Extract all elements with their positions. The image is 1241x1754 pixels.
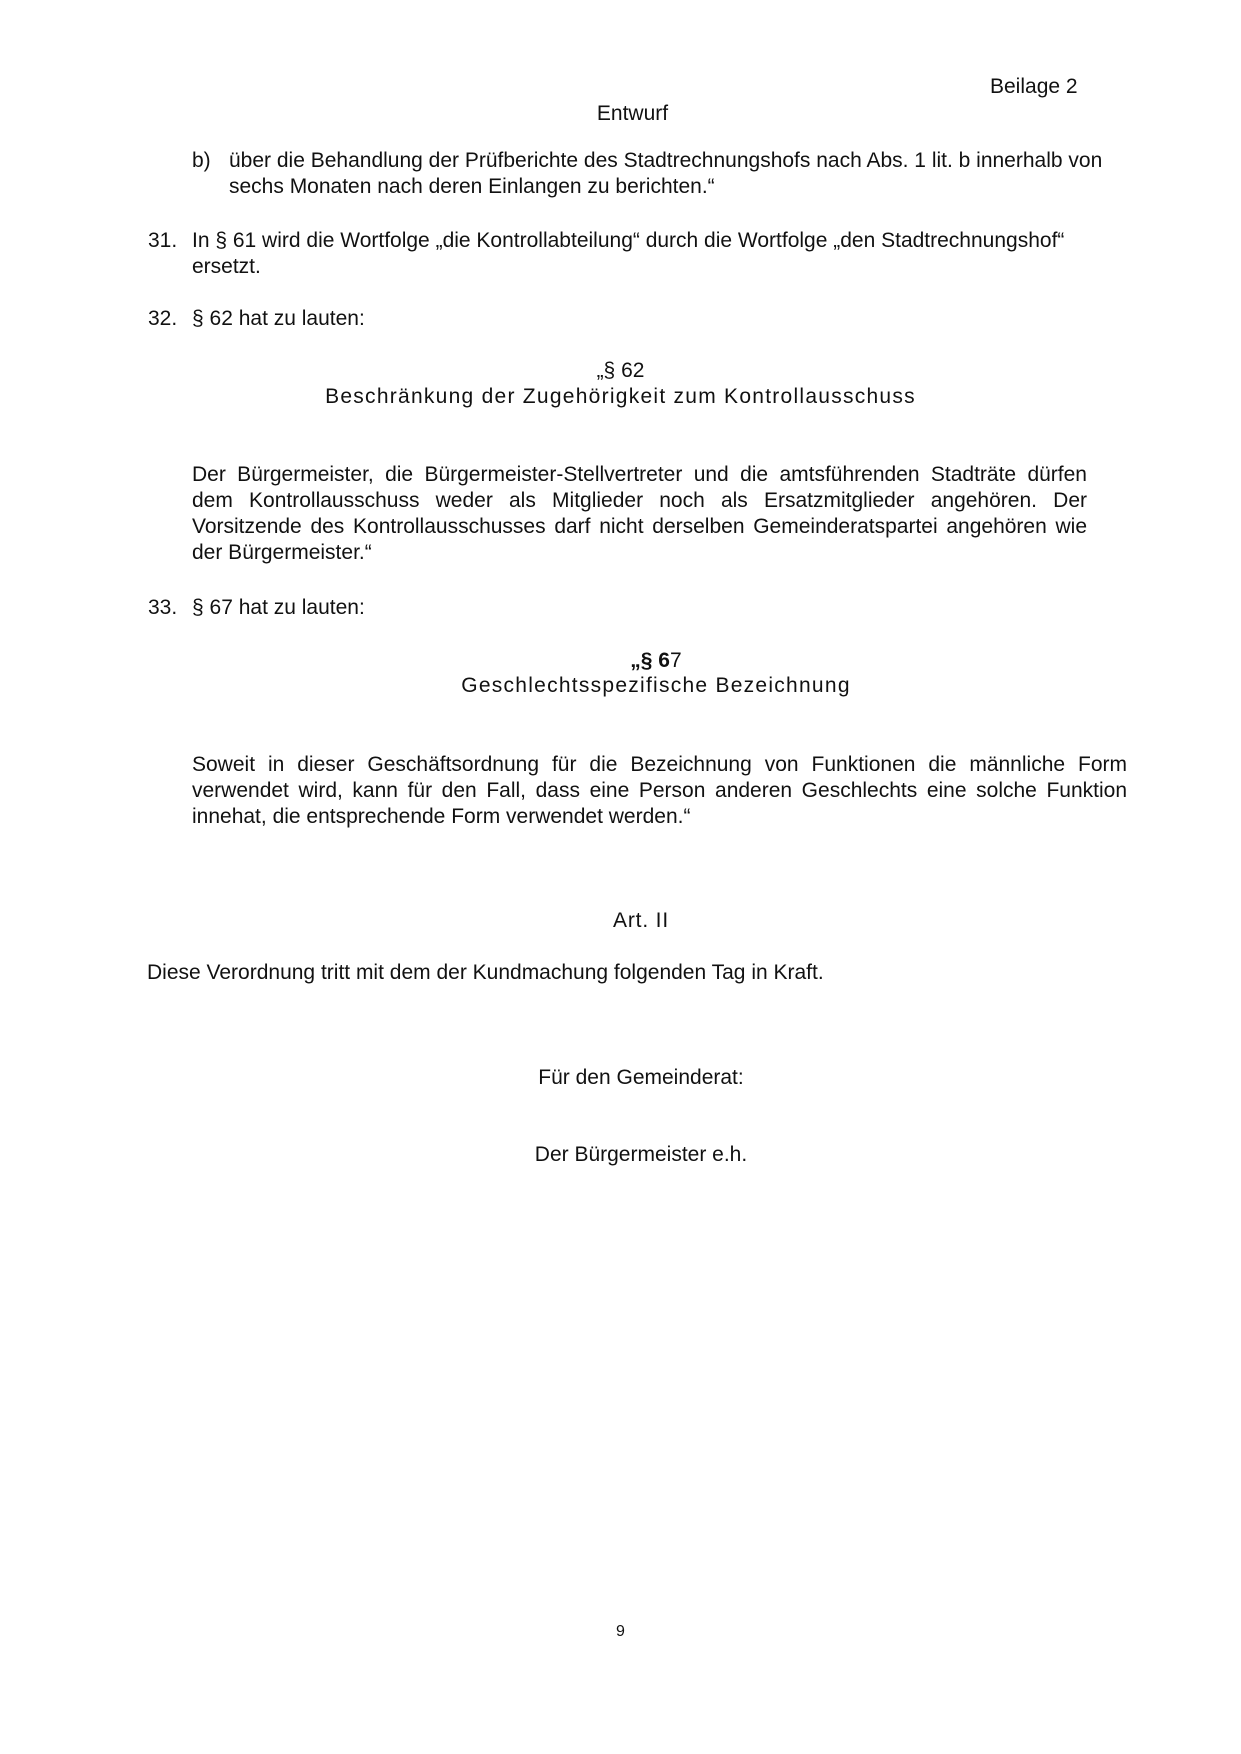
section-67-number-bold: „§ 6 — [630, 649, 670, 672]
section-67-number — [0, 648, 1241, 674]
list-item-32 — [148, 306, 1127, 332]
list-item-b — [192, 148, 1127, 200]
list-item-text: über die Behandlung der Prüfberichte des Stadtrechnungshofs nach Abs. 1 lit. b innerhalb von sechs Monaten nach deren Einlangen zu berichten.“ — [229, 149, 1103, 199]
list-item-text: In § 61 wird die Wortfolge „die Kontrollabteilung“ durch die Wortfolge „den Stadtrechnungshof“ ersetzt. — [192, 229, 1065, 279]
list-marker: 33. — [148, 596, 178, 619]
list-item-33 — [148, 595, 1127, 621]
article-text: Diese Verordnung tritt mit dem der Kundmachung folgenden Tag in Kraft. — [147, 961, 824, 984]
page-number: 9 — [616, 1623, 625, 1640]
article-heading: Art. II — [612, 909, 670, 932]
section-62-title: Beschränkung der Zugehörigkeit zum Kontrollausschuss — [325, 385, 916, 408]
list-marker: b) — [192, 149, 211, 172]
section-67-number-rest: 7 — [670, 649, 682, 672]
section-62-number: „§ 62 — [596, 359, 645, 382]
list-item-text: § 67 hat zu lauten: — [192, 596, 365, 619]
list-marker: 32. — [148, 307, 178, 330]
section-67-title: Geschlechtsspezifische Bezeichnung — [461, 674, 851, 697]
signature-for: Für den Gemeinderat: — [538, 1066, 744, 1089]
section-62-paragraph: Der Bürgermeister, die Bürgermeister-Stellvertreter und die amtsführenden Stadträte dürfen dem Kontrollausschuss weder als Mitglieder noch als Ersatzmitglieder angehören. Der Vorsitzende des Kontrollausschusses darf nicht derselben Gemeinderatspartei angehören wie der Bürgermeister.“ — [192, 463, 1087, 565]
list-item-text: § 62 hat zu lauten: — [192, 307, 365, 330]
signature-signer: Der Bürgermeister e.h. — [534, 1143, 748, 1166]
list-marker: 31. — [148, 229, 178, 252]
attachment-label: Beilage 2 — [990, 75, 1078, 98]
section-67-paragraph: Soweit in dieser Geschäftsordnung für die Bezeichnung von Funktionen die männliche Form verwendet wird, kann für den Fall, dass eine Person anderen Geschlechts eine solche Funktion innehat, die entsprechende Form verwendet werden.“ — [192, 753, 1127, 829]
draft-label: Entwurf — [596, 102, 669, 125]
list-item-31 — [148, 228, 1127, 280]
